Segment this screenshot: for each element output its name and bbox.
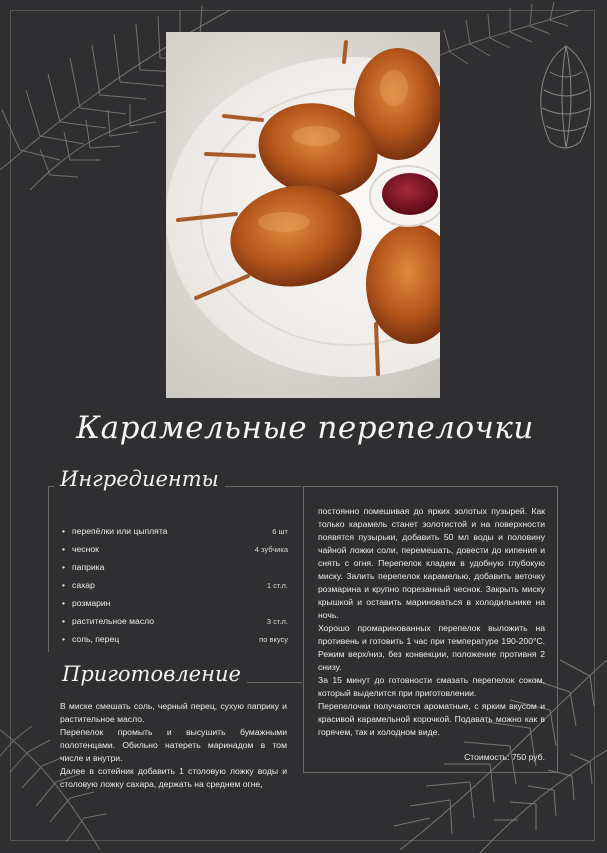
ingredients-heading: Ингредиенты <box>54 467 225 491</box>
list-item: • розмарин <box>62 594 288 612</box>
paragraph: Перепелок промыть и высушить бумажными полотенцами. Обильно натереть маринадом в том числе и внутри. <box>60 727 287 763</box>
paragraph: За 15 минут до готовности смазать перепелок соком, который выделится при приготовлении. <box>318 675 545 698</box>
list-item: • паприка <box>62 558 288 576</box>
paragraph: Хорошо промаринованных перепелок выложить на противень и готовить 1 час при температуре 190-200°С. Режим верх/низ, без конвекции, положение противня 2 снизу. <box>318 623 545 672</box>
method-text-right <box>318 505 545 739</box>
recipe-title: Карамельные перепелочки <box>76 410 534 446</box>
paragraph: Далее в сотейник добавить 1 столовую ложку воды и столовую ложку сахара, держать на среднем огне, <box>60 766 287 789</box>
list-item: • сахар 1 ст.л. <box>62 576 288 594</box>
method-text-left <box>60 700 287 791</box>
paragraph: В миске смешать соль, черный перец, сухую паприку и растительное масло. <box>60 701 287 724</box>
method-heading: Приготовление <box>56 662 247 686</box>
list-item: • перепёлки или цыплята 6 шт <box>62 522 288 540</box>
list-item: • соль, перец по вкусу <box>62 630 288 648</box>
dish-photo <box>166 32 440 398</box>
price-label: Стоимость: 750 руб. <box>464 752 545 762</box>
paragraph: постоянно помешивая до ярких золотых пузырей. Как только карамель станет золотистой и на поверхности появятся пузырьки, добавить 50 мл воды и половину чайной ложки соли, перемешать, довести до кипения и снять с огня. Перепелок кладем в удобную глубокую миску. Залить перепелок карамелью, добавить веточку розмарина и крупно порезанный чеснок. Закрыть миску крышкой и оставить мариноваться в холодильнике на ночь. <box>318 506 545 620</box>
ingredients-list <box>62 522 288 648</box>
list-item: • растительное масло 3 ст.л. <box>62 612 288 630</box>
list-item: • чеснок 4 зубчика <box>62 540 288 558</box>
paragraph: Перепелочки получаются ароматные, с ярким вкусом и красивой карамельной корочкой. Подавать можно как в горячем, так и холодном виде. <box>318 701 545 737</box>
